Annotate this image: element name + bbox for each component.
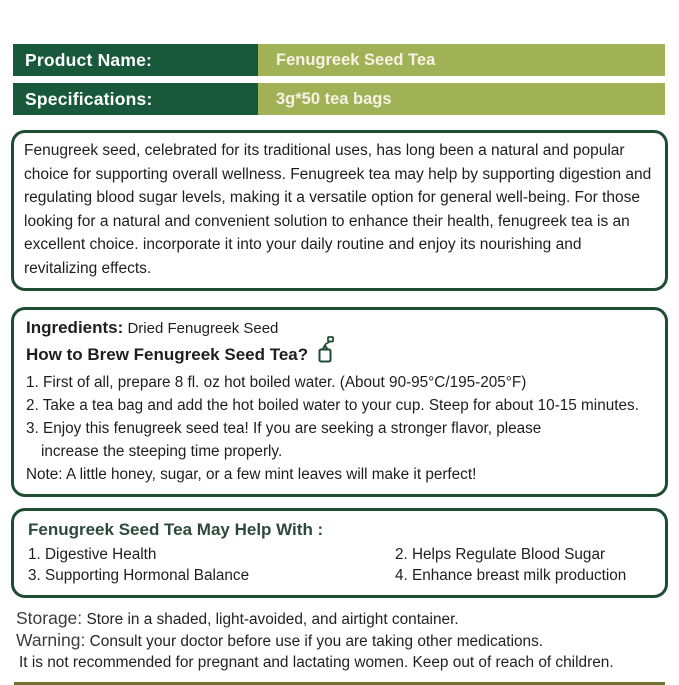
brew-step-3-continued: increase the steeping time properly. bbox=[41, 442, 283, 460]
specifications-row bbox=[13, 83, 665, 115]
how-to-brew-heading bbox=[26, 340, 655, 371]
benefit-item-4: 4. Enhance breast milk production bbox=[395, 566, 627, 584]
product-name-label: Product Name: bbox=[13, 44, 258, 76]
warning-label: Warning: bbox=[16, 629, 86, 650]
brew-box bbox=[11, 307, 668, 497]
teabag-icon bbox=[318, 336, 335, 371]
description-text: Fenugreek seed, celebrated for its traditional uses, has long been a natural and popular choice for supporting overall wellness. Fenugreek tea may help by supporting digestion and regulating blood sugar levels, making it a versatile option for general well-being. For those looking for a natural and convenient solution to enhance their health, fenugreek tea is an excellent choice. incorporate it into your daily routine and enjoy its nourishing and revitalizing effects. bbox=[24, 142, 652, 277]
benefit-item-3: 3. Supporting Hormonal Balance bbox=[28, 566, 250, 584]
brew-step-3: 3. Enjoy this fenugreek seed tea! If you are seeking a stronger flavor, please bbox=[26, 419, 542, 437]
product-name-row bbox=[13, 44, 665, 76]
brew-note: Note: A little honey, sugar, or a few mint leaves will make it perfect! bbox=[26, 465, 477, 483]
bottom-divider bbox=[14, 682, 665, 685]
benefits-title: Fenugreek Seed Tea May Help With : bbox=[28, 519, 324, 539]
warning-line bbox=[16, 630, 665, 652]
warning-line-2: It is not recommended for pregnant and lactating women. Keep out of reach of children. bbox=[19, 653, 614, 671]
brew-step-2: 2. Take a tea bag and add the hot boiled water to your cup. Steep for about 10-15 minutes. bbox=[26, 396, 639, 414]
specifications-value: 3g*50 tea bags bbox=[258, 83, 665, 115]
benefits-list bbox=[28, 544, 655, 586]
ingredients-line bbox=[26, 317, 655, 340]
benefit-item-2: 2. Helps Regulate Blood Sugar bbox=[395, 545, 606, 563]
warning-text: Consult your doctor before use if you are taking other medications. bbox=[89, 632, 544, 650]
brew-step-1: 1. First of all, prepare 8 fl. oz hot boiled water. (About 90-95°C/195-205°F) bbox=[26, 373, 527, 391]
ingredients-value: Dried Fenugreek Seed bbox=[127, 319, 279, 337]
storage-label: Storage: bbox=[16, 607, 83, 628]
benefit-item-1: 1. Digestive Health bbox=[28, 545, 157, 563]
footer-notes bbox=[16, 608, 665, 673]
ingredients-label: Ingredients: bbox=[26, 317, 124, 337]
how-to-brew-title: How to Brew Fenugreek Seed Tea? bbox=[26, 345, 309, 365]
product-name-value: Fenugreek Seed Tea bbox=[258, 44, 665, 76]
benefits-box bbox=[11, 508, 668, 598]
description-box bbox=[11, 130, 668, 291]
specifications-label: Specifications: bbox=[13, 83, 258, 115]
storage-text: Store in a shaded, light-avoided, and airtight container. bbox=[86, 610, 459, 628]
storage-line bbox=[16, 608, 665, 630]
